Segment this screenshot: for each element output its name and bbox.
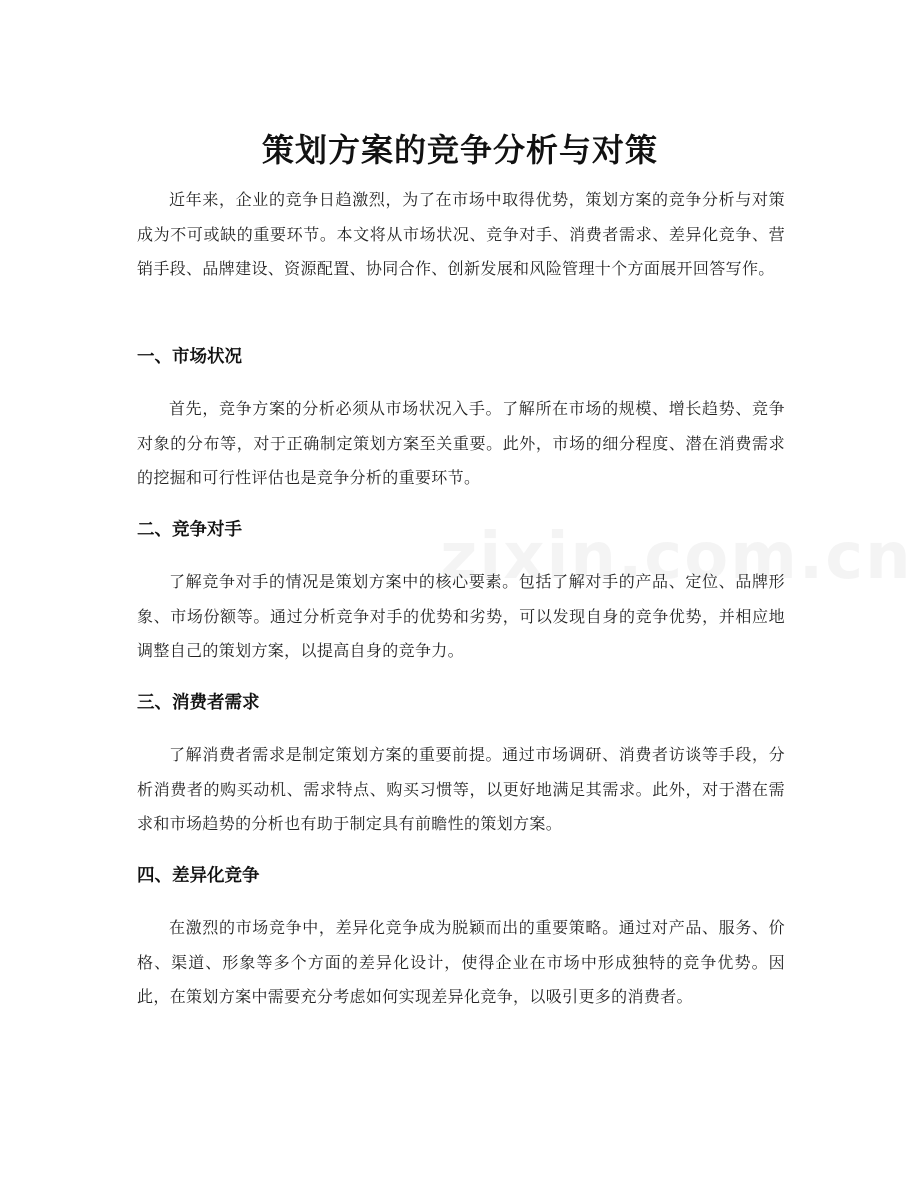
section-heading-consumer-needs: 三、消费者需求	[137, 693, 260, 713]
section-body-consumer-needs: 了解消费者需求是制定策划方案的重要前提。通过市场调研、消费者访谈等手段，分析消费者的购买动机、需求特点、购买习惯等，以更好地满足其需求。此外，对于潜在需求和市场趋势的分析也有助于制定具有前瞻性的策划方案。	[137, 745, 785, 833]
section-heading-competitors: 二、竞争对手	[137, 520, 242, 540]
section-heading-differentiation: 四、差异化竞争	[137, 866, 260, 886]
intro-paragraph: 近年来，企业的竞争日趋激烈，为了在市场中取得优势，策划方案的竞争分析与对策成为不可或缺的重要环节。本文将从市场状况、竞争对手、消费者需求、差异化竞争、营销手段、品牌建设、资源配置、协同合作、创新发展和风险管理十个方面展开回答写作。	[137, 190, 785, 278]
section-body-market: 首先，竞争方案的分析必须从市场状况入手。了解所在市场的规模、增长趋势、竞争对象的分布等，对于正确制定策划方案至关重要。此外，市场的细分程度、潜在消费需求的挖掘和可行性评估也是竞争分析的重要环节。	[137, 399, 785, 487]
section-heading-market: 一、市场状况	[137, 347, 242, 367]
section-body-differentiation: 在激烈的市场竞争中，差异化竞争成为脱颖而出的重要策略。通过对产品、服务、价格、渠道、形象等多个方面的差异化设计，使得企业在市场中形成独特的竞争优势。因此，在策划方案中需要充分考虑如何实现差异化竞争，以吸引更多的消费者。	[137, 918, 785, 1006]
section-body-competitors: 了解竞争对手的情况是策划方案中的核心要素。包括了解对手的产品、定位、品牌形象、市场份额等。通过分析竞争对手的优势和劣势，可以发现自身的竞争优势，并相应地调整自己的策划方案，以提高自身的竞争力。	[137, 572, 785, 660]
document-title: 策划方案的竞争分析与对策	[261, 131, 658, 170]
